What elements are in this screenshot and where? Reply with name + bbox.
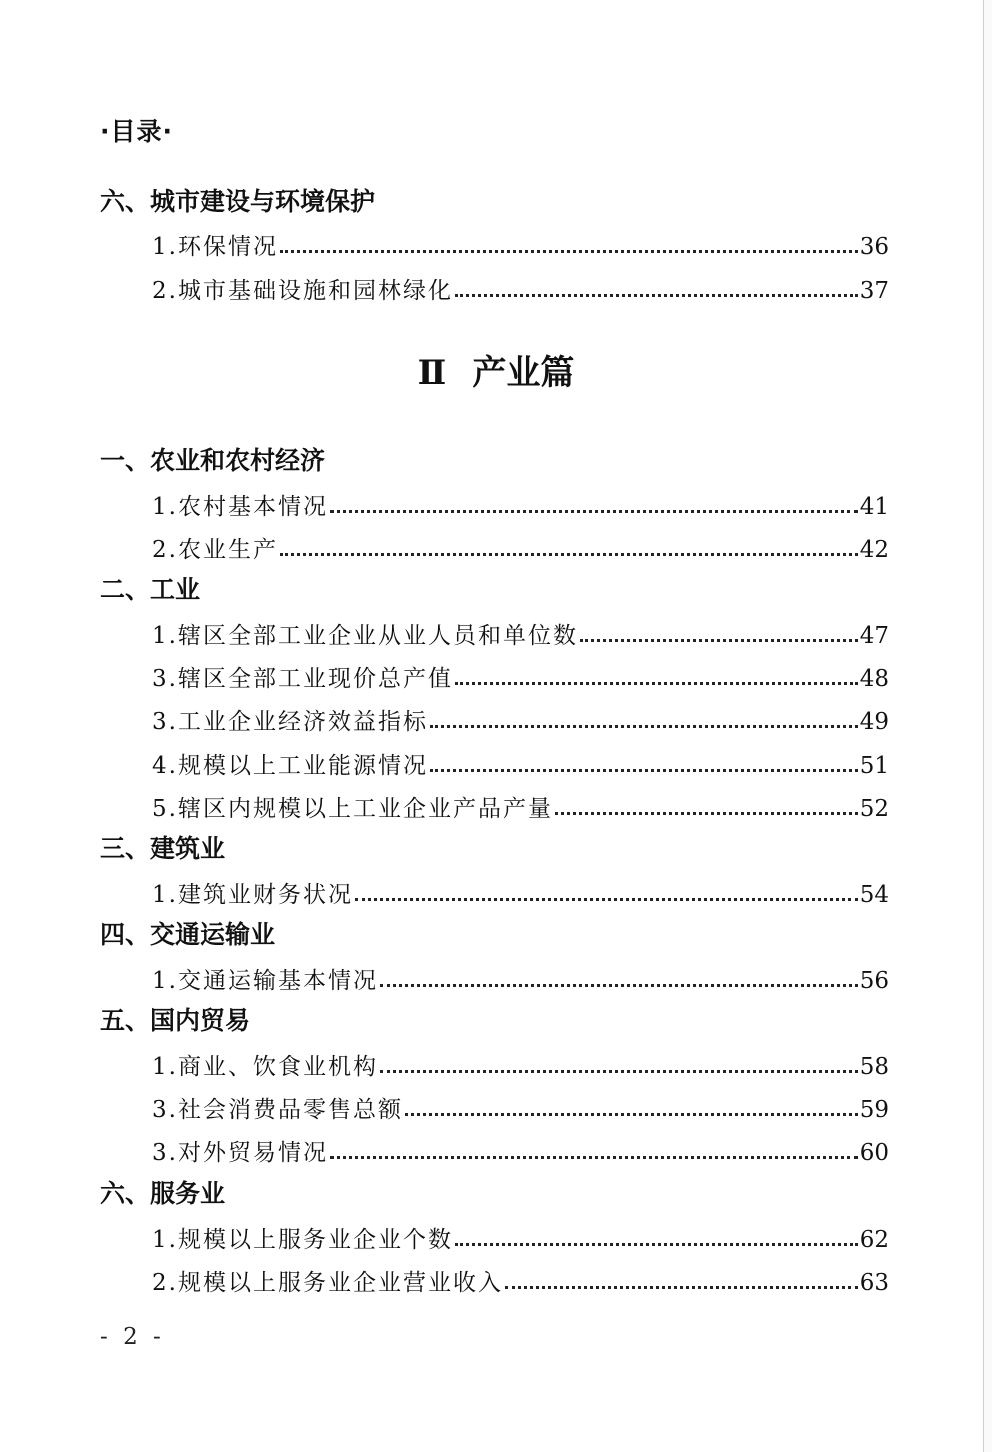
- toc-entry[interactable]: [152, 788, 889, 824]
- toc-entry[interactable]: [152, 701, 889, 737]
- section-title: 五、国内贸易: [100, 1006, 251, 1035]
- page-edge: [983, 0, 992, 1452]
- toc-entry[interactable]: [152, 1132, 889, 1168]
- toc-entry-page: 36: [859, 234, 889, 260]
- toc-entry-page: 56: [859, 968, 889, 994]
- toc-entry[interactable]: [152, 1089, 889, 1125]
- dot-leader: [280, 553, 858, 556]
- dot-leader: [455, 682, 858, 685]
- toc-entry[interactable]: [152, 270, 889, 306]
- dot-leader: [380, 1070, 858, 1073]
- toc-entry[interactable]: [152, 658, 889, 694]
- dot-leader: [505, 1286, 858, 1289]
- dot-leader: [405, 1113, 858, 1116]
- section-title: 四、交通运输业: [100, 920, 276, 949]
- toc-entry[interactable]: [152, 1262, 889, 1298]
- toc-entry-page: 62: [859, 1227, 889, 1253]
- toc-entry-label: 1.农村基本情况: [152, 494, 328, 520]
- toc-entry-page: 37: [859, 278, 889, 304]
- part-title: [0, 348, 992, 398]
- dot-leader: [330, 1156, 858, 1159]
- dot-leader: [455, 1243, 858, 1246]
- toc-entry-label: 1.商业、饮食业机构: [152, 1054, 378, 1080]
- toc-entry-page: 63: [859, 1270, 889, 1296]
- section-title: 二、工业: [100, 575, 201, 604]
- section-title: 六、城市建设与环境保护: [100, 187, 376, 216]
- dot-leader: [280, 250, 858, 253]
- toc-entry-page: 54: [859, 882, 889, 908]
- toc-entry-page: 47: [859, 623, 889, 649]
- toc-entry[interactable]: [152, 529, 889, 565]
- dot-leader: [430, 725, 858, 728]
- toc-entry-page: 41: [859, 494, 889, 520]
- toc-entry-label: 4.规模以上工业能源情况: [152, 753, 428, 779]
- toc-entry[interactable]: [152, 1219, 889, 1255]
- toc-entry[interactable]: [152, 615, 889, 651]
- toc-entry-label: 3.辖区全部工业现价总产值: [152, 666, 453, 692]
- toc-entry-page: 60: [859, 1140, 889, 1166]
- section-title: 三、建筑业: [100, 834, 226, 863]
- toc-entry[interactable]: [152, 486, 889, 522]
- toc-entry[interactable]: [152, 874, 889, 910]
- toc-entry-page: 59: [859, 1097, 889, 1123]
- toc-entry[interactable]: [152, 226, 889, 262]
- toc-entry-label: 1.建筑业财务状况: [152, 882, 353, 908]
- toc-entry-label: 1.规模以上服务业企业个数: [152, 1227, 453, 1253]
- dot-leader: [330, 510, 858, 513]
- part-title-text: 产业篇: [472, 353, 575, 393]
- toc-entry-label: 1.交通运输基本情况: [152, 968, 378, 994]
- page-header: ·目录·: [100, 117, 173, 146]
- toc-entry-page: 52: [859, 796, 889, 822]
- dot-leader: [430, 769, 858, 772]
- toc-entry-label: 1.环保情况: [152, 234, 278, 260]
- dot-leader: [555, 812, 858, 815]
- dot-leader: [380, 984, 858, 987]
- section-title: 一、农业和农村经济: [100, 446, 326, 475]
- part-numeral: Ⅱ: [417, 353, 447, 393]
- toc-entry[interactable]: [152, 1046, 889, 1082]
- toc-entry-label: 3.社会消费品零售总额: [152, 1097, 403, 1123]
- toc-entry-label: 5.辖区内规模以上工业企业产品产量: [152, 796, 553, 822]
- toc-entry-page: 49: [859, 709, 889, 735]
- toc-entry-page: 42: [859, 537, 889, 563]
- dot-leader: [355, 898, 858, 901]
- page-number-footer: - 2 -: [100, 1324, 165, 1350]
- toc-entry[interactable]: [152, 960, 889, 996]
- toc-entry[interactable]: [152, 745, 889, 781]
- dot-leader: [580, 639, 858, 642]
- toc-entry-page: 51: [859, 753, 889, 779]
- toc-entry-label: 3.对外贸易情况: [152, 1140, 328, 1166]
- section-title: 六、服务业: [100, 1179, 226, 1208]
- toc-entry-label: 3.工业企业经济效益指标: [152, 709, 428, 735]
- dot-leader: [455, 294, 858, 297]
- toc-entry-label: 2.农业生产: [152, 537, 278, 563]
- toc-entry-page: 48: [859, 666, 889, 692]
- toc-entry-page: 58: [859, 1054, 889, 1080]
- toc-entry-label: 2.规模以上服务业企业营业收入: [152, 1270, 503, 1296]
- toc-entry-label: 1.辖区全部工业企业从业人员和单位数: [152, 623, 578, 649]
- toc-entry-label: 2.城市基础设施和园林绿化: [152, 278, 453, 304]
